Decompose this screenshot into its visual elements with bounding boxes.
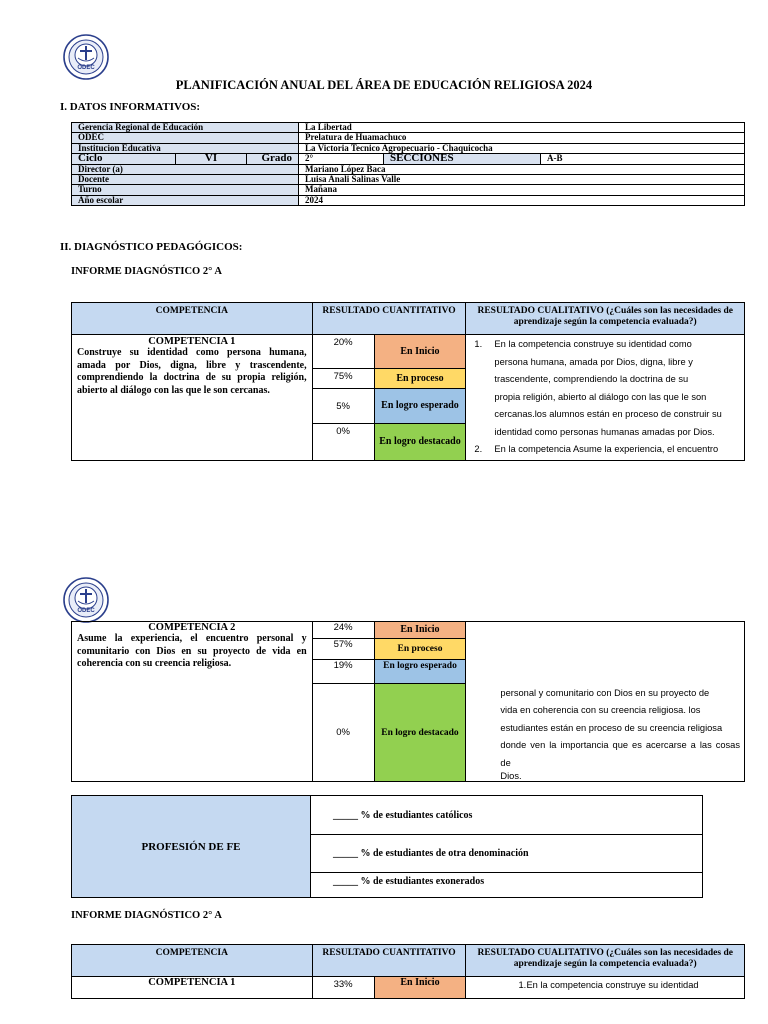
competencia-1-title-b: COMPETENCIA 1 — [72, 977, 313, 999]
pct-esperado: 19% — [312, 660, 374, 684]
docente-value: Luisa Anali Salinas Valle — [299, 175, 745, 185]
odec-seal-icon — [63, 34, 109, 80]
director-label: Director (a) — [72, 164, 299, 174]
fe-option-otra-denominacion: _____ % de estudiantes de otra denominación — [311, 835, 703, 873]
level-esperado: En logro esperado — [374, 389, 466, 424]
competencia-1-title: COMPETENCIA 1 — [148, 336, 236, 347]
pct-destacado: 0% — [312, 684, 374, 782]
institucion-value: La Victoria Tecnico Agropecuario - Chaquicocha — [299, 143, 745, 153]
qual-line: En la competencia construye su identidad como — [494, 339, 692, 349]
level-destacado: En logro destacado — [374, 424, 466, 461]
docente-label: Docente — [72, 175, 299, 185]
header-competencia: COMPETENCIA — [72, 945, 313, 977]
competencia-2-table — [71, 621, 745, 782]
qual-line: En la competencia Asume la experiencia, el encuentro — [494, 444, 719, 454]
informe-heading-2: INFORME DIAGNÓSTICO 2° A — [71, 910, 222, 921]
pct-inicio: 20% — [312, 335, 374, 369]
grado-label: Grado — [247, 154, 299, 164]
secciones-value: A-B — [541, 154, 745, 164]
gerencia-label: Gerencia Regional de Educación — [72, 123, 299, 133]
qual-line: persona humana, amada por Dios, digna, libre y — [494, 356, 693, 367]
pct-inicio: 24% — [312, 622, 374, 639]
qual-line: cercanas.los alumnos están en proceso de construir su — [494, 409, 722, 419]
level-inicio: En Inicio — [374, 977, 466, 999]
pct-proceso: 75% — [312, 369, 374, 389]
informe-heading-1: INFORME DIAGNÓSTICO 2° A — [71, 266, 222, 277]
competencia-2-title: COMPETENCIA 2 — [148, 622, 236, 633]
qualitative-cell-3 — [466, 977, 745, 999]
svg-text:ODEC: ODEC — [77, 65, 95, 71]
director-value: Mariano López Baca — [299, 164, 745, 174]
profesion-de-fe-table — [71, 795, 703, 898]
qual-line: Dios. — [500, 772, 522, 781]
competencia-1-table-b — [71, 944, 745, 999]
level-proceso: En proceso — [374, 369, 466, 389]
secciones-label: SECCIONES — [384, 154, 541, 164]
profesion-de-fe-label: PROFESIÓN DE FE — [72, 796, 311, 898]
level-esperado: En logro esperado — [374, 660, 466, 684]
qualitative-cell-2 — [466, 622, 745, 782]
qual-line: En la competencia construye su identidad — [526, 980, 699, 990]
institucion-label: Institucion Educativa — [72, 143, 299, 153]
competencia-1-table — [71, 302, 745, 461]
ciclo-value: VI — [176, 154, 247, 164]
pct-destacado: 0% — [312, 424, 374, 461]
qualitative-cell-1 — [466, 335, 745, 461]
odec-label: ODEC — [72, 133, 299, 143]
competencia-1-cell — [72, 335, 313, 461]
odec-value: Prelatura de Huamachuco — [299, 133, 745, 143]
turno-value: Mañana — [299, 185, 745, 195]
qual-line: donde ven la importancia que es acercarse a las cosas de — [500, 740, 740, 768]
competencia-2-cell — [72, 622, 313, 782]
gerencia-value: La Libertad — [299, 123, 745, 133]
fe-option-catolicos: _____ % de estudiantes católicos — [311, 796, 703, 835]
level-proceso: En proceso — [374, 639, 466, 660]
qual-line: propia religión, abierto al diálogo con las que le son — [494, 391, 707, 402]
qual-line: vida en coherencia con su creencia religiosa. los — [500, 705, 701, 715]
qual-line: estudiantes están en proceso de su creencia religiosa — [500, 722, 723, 733]
section-datos-informativos: I. DATOS INFORMATIVOS: — [60, 101, 201, 113]
odec-seal-icon — [63, 577, 109, 623]
header-cualitativo: RESULTADO CUALITATIVO (¿Cuáles son las necesidades de aprendizaje según la competencia evaluada?) — [466, 303, 745, 335]
fe-option-exonerados: _____ % de estudiantes exonerados — [311, 873, 703, 898]
header-competencia: COMPETENCIA — [72, 303, 313, 335]
ciclo-label: Ciclo — [72, 154, 176, 164]
level-inicio: En Inicio — [374, 622, 466, 639]
pct-inicio: 33% — [312, 977, 374, 999]
pct-proceso: 57% — [312, 639, 374, 660]
level-destacado: En logro destacado — [374, 684, 466, 782]
competencia-2-desc: Asume la experiencia, el encuentro personal y comunitario con Dios en su proyecto de vida en coherencia con su creencia religiosa. — [77, 633, 307, 669]
pct-esperado: 5% — [312, 389, 374, 424]
grado-value: 2° — [299, 154, 384, 164]
qual-line: identidad como personas humanas amadas por Dios. — [494, 426, 715, 437]
datos-informativos-table — [71, 122, 745, 206]
header-cuantitativo: RESULTADO CUANTITATIVO — [312, 303, 466, 335]
page-title: PLANIFICACIÓN ANUAL DEL ÁREA DE EDUCACIÓN RELIGIOSA 2024 — [175, 78, 593, 92]
header-cualitativo: RESULTADO CUALITATIVO (¿Cuáles son las necesidades de aprendizaje según la competencia evaluada?) — [466, 945, 745, 977]
list-number: 1. — [518, 980, 527, 990]
svg-text:ODEC: ODEC — [77, 608, 95, 614]
qual-line: trascendente, comprendiendo la doctrina de su — [494, 374, 689, 384]
odec-logo — [63, 34, 109, 80]
list-number: 1. — [474, 339, 483, 349]
turno-label: Turno — [72, 185, 299, 195]
list-number: 2. — [474, 444, 483, 454]
qual-line: personal y comunitario con Dios en su proyecto de — [500, 687, 710, 698]
header-cuantitativo: RESULTADO CUANTITATIVO — [312, 945, 466, 977]
level-inicio: En Inicio — [374, 335, 466, 369]
competencia-1-desc: Construye su identidad como persona humana, amada por Dios, digna, libre y trascendente, comprendiendo la doctrina de su propia religión, abierto al diálogo con las que le son cercanas. — [77, 347, 307, 396]
section-diagnostico: II. DIAGNÓSTICO PEDAGÓGICOS: — [60, 241, 243, 253]
odec-logo-2 — [63, 577, 109, 623]
anio-value: 2024 — [299, 195, 745, 205]
anio-label: Año escolar — [72, 195, 299, 205]
